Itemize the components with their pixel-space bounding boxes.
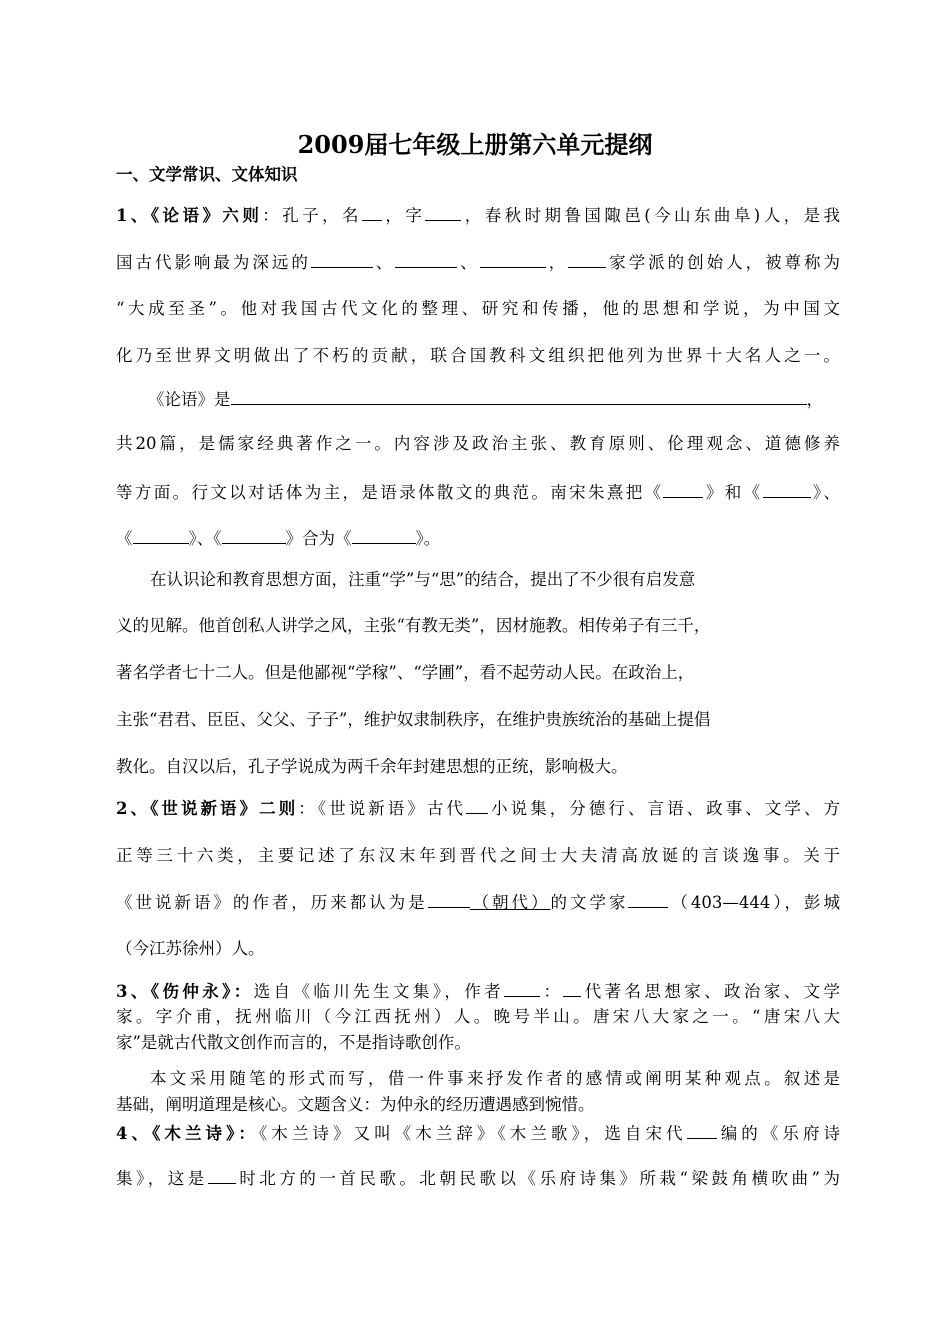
- item1-line8: 《 》、《 》合为《 》。: [116, 529, 441, 548]
- document-title: 2009届七年级上册第六单元提纲: [297, 130, 653, 159]
- item4-line2: 集》，这是 时北方的一首民歌。北朝民歌以《乐府诗集》所栽“梁鼓角横吹曲”为: [116, 1169, 841, 1188]
- item1-line5: 《论语》是 ，: [148, 390, 823, 409]
- item3-line2: 家。字介甫，抚州临川（今江西抚州）人。晚号半山。唐宋八大家之一。“唐宋八大: [116, 1007, 840, 1026]
- item3-line3: 家”是就古代散文创作而言的，不是指诗歌创作。: [116, 1033, 471, 1052]
- item1-line2: 国古代影响最为深远的 、 、 ， 家学派的创始人，被尊称为: [116, 253, 841, 272]
- item2-line1: 2、《世说新语》二则：《世说新语》古代 小说集，分德行、言语、政事、文学、方: [116, 799, 841, 818]
- item1-para2-line4: 主张“君君、臣臣、父父、子子”，维护奴隶制秩序，在维护贵族统治的基础上提倡: [116, 710, 711, 729]
- item1-line6: 共20篇，是儒家经典著作之一。内容涉及政治主张、教育原则、伦理观念、道德修养: [116, 434, 840, 453]
- item2-label: 2、《世说新语》二则: [116, 799, 299, 818]
- item2-line2: 正等三十六类，主要记述了东汉末年到晋代之间士大夫清高放诞的言谈逸事。关于: [116, 846, 840, 865]
- item1-para2-line1: 在认识论和教育思想方面，注重“学”与“思”的结合，提出了不少很有启发意: [150, 570, 696, 589]
- item3-label: 3、《伤仲永》：: [116, 982, 254, 1001]
- item1-line7: 等方面。行文以对话体为主，是语录体散文的典范。南宋朱熹把《 》和《 》、: [116, 483, 841, 502]
- item2-line4: （今江苏徐州）人。: [116, 939, 265, 958]
- item1-para2-line2: 义的见解。他首创私人讲学之风，主张“有教无类”，因材施教。相传弟子有三千，: [116, 616, 711, 635]
- item1-para2-line5: 教化。自汉以后，孔子学说成为两千余年封建思想的正统，影响极大。: [116, 757, 628, 776]
- item1-line4: 化乃至世界文明做出了不朽的贡献，联合国教科文组织把他列为世界十大名人之一。: [116, 346, 840, 365]
- item3-line1: 3、《伤仲永》：选自《临川先生文集》，作者 ： 代著名思想家、政治家、文学: [116, 982, 841, 1001]
- item1-line3: “大成至圣”。他对我国古代文化的整理、研究和传播，他的思想和学说，为中国文: [116, 299, 840, 318]
- item4-label: 4、《木兰诗》：: [116, 1124, 259, 1143]
- item4-line1: 4、《木兰诗》：《木兰诗》又叫《木兰辞》《木兰歌》，选自宋代 编的《乐府诗: [116, 1124, 841, 1143]
- item3-line5: 基础，阐明道理是核心。文题含义：为仲永的经历遭遇感到惋惜。: [116, 1095, 595, 1114]
- item2-line3: 《世说新语》的作者，历来都认为是 （朝代）的文学家 （403—444），彭城: [116, 893, 841, 912]
- item3-line4: 本文采用随笔的形式而写，借一件事来抒发作者的感情或阐明某种观点。叙述是: [150, 1069, 840, 1088]
- item1-para2-line3: 著名学者七十二人。但是他鄙视“学稼”、“学圃”，看不起劳动人民。在政治上，: [116, 663, 695, 682]
- item1-line1: 1、《论语》六则：孔子，名 ，字 ，春秋时期鲁国陬邑(今山东曲阜)人，是我: [116, 206, 841, 225]
- section-heading: 一、文学常识、文体知识: [116, 165, 298, 184]
- item1-label: 1、《论语》六则: [116, 206, 263, 225]
